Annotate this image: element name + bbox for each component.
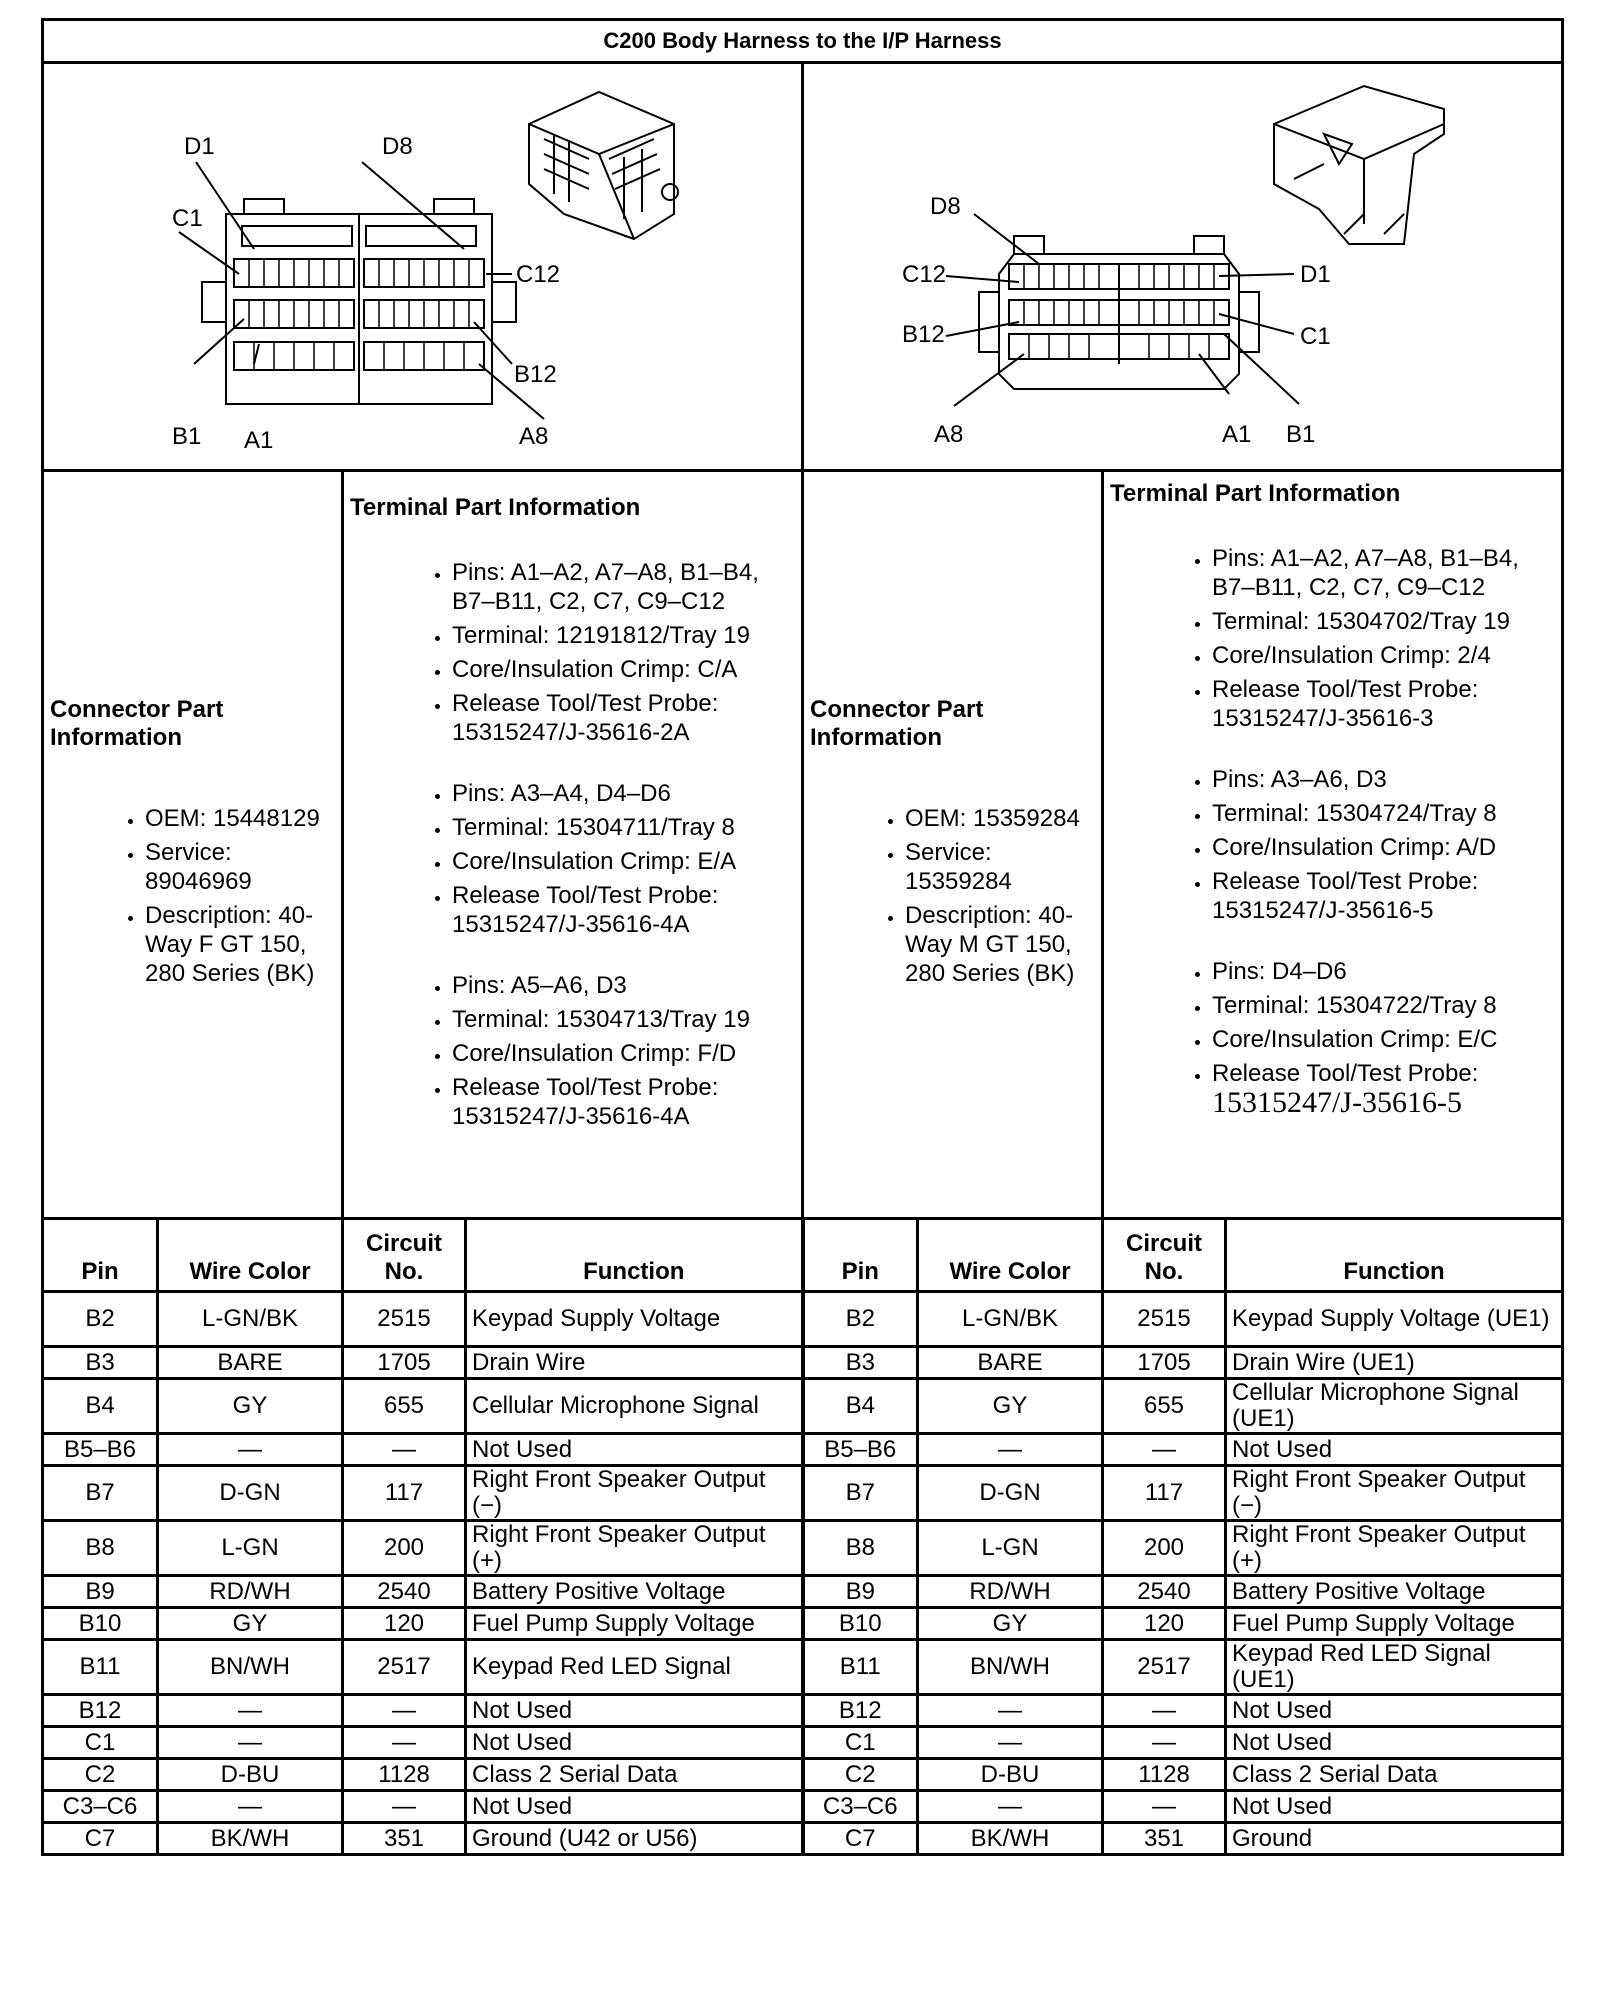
pin-cell: B2 bbox=[803, 1292, 918, 1347]
label-c12: C12 bbox=[902, 261, 947, 288]
wire-color-cell: — bbox=[158, 1695, 343, 1727]
function-cell: Drain Wire (UE1) bbox=[1226, 1347, 1563, 1379]
service-number: • Service: 15359284 bbox=[905, 838, 1095, 896]
label-a1: A1 bbox=[244, 427, 274, 454]
wire-color-cell: — bbox=[158, 1727, 343, 1759]
pin-cell: C7 bbox=[43, 1823, 158, 1855]
pin-cell: C2 bbox=[43, 1759, 158, 1791]
release-tool-label: Release Tool/Test Probe: bbox=[1212, 1060, 1479, 1087]
female-connector-drawing bbox=[44, 64, 801, 464]
pin-cell: B9 bbox=[803, 1576, 918, 1608]
wire-color-cell: — bbox=[918, 1727, 1103, 1759]
function-cell: Not Used bbox=[1226, 1434, 1563, 1466]
function-cell: Not Used bbox=[1226, 1791, 1563, 1823]
circuit-no-cell: 2540 bbox=[1103, 1576, 1226, 1608]
pin-cell: C7 bbox=[803, 1823, 918, 1855]
wire-color-cell: — bbox=[918, 1695, 1103, 1727]
function-cell: Class 2 Serial Data bbox=[466, 1759, 803, 1791]
crimp: • Core/Insulation Crimp: F/D bbox=[452, 1039, 795, 1068]
table-row bbox=[43, 1347, 1563, 1379]
function-cell: Not Used bbox=[466, 1695, 803, 1727]
function-cell: Not Used bbox=[1226, 1727, 1563, 1759]
pin-cell: C1 bbox=[803, 1727, 918, 1759]
crimp: • Core/Insulation Crimp: C/A bbox=[452, 655, 795, 684]
pin-cell: B10 bbox=[803, 1608, 918, 1640]
connector-info-header: Connector Part Information bbox=[810, 696, 984, 751]
wire-color-cell: L-GN/BK bbox=[158, 1292, 343, 1347]
circuit-no-cell: 351 bbox=[1103, 1823, 1226, 1855]
function-cell: Cellular Microphone Signal bbox=[466, 1379, 803, 1434]
release-tool: • Release Tool/Test Probe: 15315247/J-35616-4A bbox=[452, 881, 795, 939]
circuit-no-cell: 117 bbox=[1103, 1466, 1226, 1521]
table-row bbox=[43, 1759, 1563, 1791]
pin-cell: B3 bbox=[43, 1347, 158, 1379]
circuit-no-cell: — bbox=[343, 1434, 466, 1466]
function-cell: Right Front Speaker Output (−) bbox=[1226, 1466, 1563, 1521]
connector-info-header: Connector Part Information bbox=[50, 696, 224, 751]
col-header-circuit-no: Circuit No. bbox=[1103, 1219, 1226, 1292]
circuit-no-cell: — bbox=[1103, 1434, 1226, 1466]
function-cell: Keypad Red LED Signal (UE1) bbox=[1226, 1640, 1563, 1695]
right-connector-info bbox=[803, 471, 1103, 1219]
col-header-pin: Pin bbox=[803, 1219, 918, 1292]
circuit-no-cell: 351 bbox=[343, 1823, 466, 1855]
pin-cell: B2 bbox=[43, 1292, 158, 1347]
terminal-group-1 bbox=[1110, 544, 1555, 733]
release-tool: • Release Tool/Test Probe: 15315247/J-35616-4A bbox=[452, 1073, 795, 1131]
circuit-no-cell: 200 bbox=[343, 1521, 466, 1576]
function-cell: Cellular Microphone Signal (UE1) bbox=[1226, 1379, 1563, 1434]
pin-cell: B3 bbox=[803, 1347, 918, 1379]
pin-cell: B4 bbox=[803, 1379, 918, 1434]
circuit-no-cell: 1705 bbox=[343, 1347, 466, 1379]
table-row bbox=[43, 1379, 1563, 1434]
wire-color-cell: BK/WH bbox=[158, 1823, 343, 1855]
pin-cell: B12 bbox=[803, 1695, 918, 1727]
terminal-group-2 bbox=[1110, 765, 1555, 925]
label-d8: D8 bbox=[930, 193, 961, 220]
circuit-no-cell: — bbox=[343, 1727, 466, 1759]
wire-color-cell: D-GN bbox=[158, 1466, 343, 1521]
wire-color-cell: GY bbox=[158, 1379, 343, 1434]
circuit-no-cell: 655 bbox=[1103, 1379, 1226, 1434]
pin-cell: B12 bbox=[43, 1695, 158, 1727]
label-b12: B12 bbox=[514, 361, 557, 388]
circuit-no-cell: — bbox=[1103, 1695, 1226, 1727]
label-a8: A8 bbox=[934, 421, 964, 448]
wire-color-cell: BN/WH bbox=[158, 1640, 343, 1695]
col-header-circuit-no: Circuit No. bbox=[343, 1219, 466, 1292]
pin-cell: B11 bbox=[803, 1640, 918, 1695]
wire-color-cell: GY bbox=[918, 1379, 1103, 1434]
pin-cell: B4 bbox=[43, 1379, 158, 1434]
wire-color-cell: BARE bbox=[918, 1347, 1103, 1379]
connector-description: • Description: 40-Way F GT 150, 280 Series (BK) bbox=[145, 901, 335, 988]
circuit-no-cell: — bbox=[343, 1791, 466, 1823]
function-cell: Battery Positive Voltage bbox=[466, 1576, 803, 1608]
function-cell: Keypad Supply Voltage bbox=[466, 1292, 803, 1347]
col-header-function: Function bbox=[1226, 1219, 1563, 1292]
connector-description: • Description: 40-Way M GT 150, 280 Series (BK) bbox=[905, 901, 1095, 988]
wire-color-cell: — bbox=[158, 1791, 343, 1823]
table-row bbox=[43, 1434, 1563, 1466]
left-terminal-info bbox=[343, 471, 803, 1219]
connector-info-list bbox=[810, 804, 1095, 988]
circuit-no-cell: 655 bbox=[343, 1379, 466, 1434]
label-b1: B1 bbox=[1286, 421, 1316, 448]
pin-cell: C3–C6 bbox=[43, 1791, 158, 1823]
oem-number: • OEM: 15448129 bbox=[145, 804, 335, 833]
table-row bbox=[43, 1640, 1563, 1695]
page-title: C200 Body Harness to the I/P Harness bbox=[43, 20, 1563, 63]
pinout-table bbox=[41, 1217, 1564, 1856]
wire-color-cell: RD/WH bbox=[918, 1576, 1103, 1608]
release-tool: • Release Tool/Test Probe: 15315247/J-35616-3 bbox=[1212, 675, 1555, 733]
function-cell: Right Front Speaker Output (+) bbox=[466, 1521, 803, 1576]
pinout-document bbox=[41, 18, 1561, 1856]
col-header-function: Function bbox=[466, 1219, 803, 1292]
crimp: • Core/Insulation Crimp: A/D bbox=[1212, 833, 1555, 862]
service-number: • Service: 89046969 bbox=[145, 838, 335, 896]
circuit-no-cell: 2517 bbox=[1103, 1640, 1226, 1695]
crimp: • Core/Insulation Crimp: E/A bbox=[452, 847, 795, 876]
circuit-no-cell: 120 bbox=[343, 1608, 466, 1640]
label-c1: C1 bbox=[1300, 323, 1331, 350]
circuit-no-cell: — bbox=[1103, 1791, 1226, 1823]
connector-face bbox=[946, 214, 1299, 406]
left-connector-info bbox=[43, 471, 343, 1219]
crimp: • Core/Insulation Crimp: E/C bbox=[1212, 1025, 1555, 1054]
circuit-no-cell: — bbox=[1103, 1727, 1226, 1759]
connector-info-list bbox=[50, 804, 335, 988]
table-row bbox=[43, 1292, 1563, 1347]
function-cell: Right Front Speaker Output (−) bbox=[466, 1466, 803, 1521]
wire-color-cell: — bbox=[918, 1791, 1103, 1823]
label-d1: D1 bbox=[1300, 261, 1331, 288]
function-cell: Ground bbox=[1226, 1823, 1563, 1855]
table-row bbox=[43, 1608, 1563, 1640]
col-header-wire-color: Wire Color bbox=[918, 1219, 1103, 1292]
circuit-no-cell: 117 bbox=[343, 1466, 466, 1521]
right-terminal-info bbox=[1103, 471, 1563, 1219]
terminal-number: • Terminal: 15304702/Tray 19 bbox=[1212, 607, 1555, 636]
wire-color-cell: — bbox=[158, 1434, 343, 1466]
pin-cell: C1 bbox=[43, 1727, 158, 1759]
pin-cell: B8 bbox=[803, 1521, 918, 1576]
terminal-group-3 bbox=[350, 971, 795, 1131]
circuit-no-cell: 1128 bbox=[1103, 1759, 1226, 1791]
connector-perspective-icon bbox=[1274, 86, 1444, 244]
terminal-number: • Terminal: 15304713/Tray 19 bbox=[452, 1005, 795, 1034]
pinout-table-body bbox=[43, 1292, 1563, 1855]
function-cell: Not Used bbox=[466, 1434, 803, 1466]
wire-color-cell: — bbox=[918, 1434, 1103, 1466]
pins: • Pins: A5–A6, D3 bbox=[452, 971, 795, 1000]
label-b12: B12 bbox=[902, 321, 945, 348]
wire-color-cell: BK/WH bbox=[918, 1823, 1103, 1855]
pin-cell: B9 bbox=[43, 1576, 158, 1608]
circuit-no-cell: 120 bbox=[1103, 1608, 1226, 1640]
oem-number: • OEM: 15359284 bbox=[905, 804, 1095, 833]
terminal-number: • Terminal: 15304711/Tray 8 bbox=[452, 813, 795, 842]
function-cell: Not Used bbox=[466, 1791, 803, 1823]
pin-cell: B11 bbox=[43, 1640, 158, 1695]
table-row bbox=[43, 1695, 1563, 1727]
wire-color-cell: D-GN bbox=[918, 1466, 1103, 1521]
wire-color-cell: RD/WH bbox=[158, 1576, 343, 1608]
pins: • Pins: A1–A2, A7–A8, B1–B4, B7–B11, C2, C7, C9–C12 bbox=[452, 558, 795, 616]
function-cell: Drain Wire bbox=[466, 1347, 803, 1379]
pin-cell: B7 bbox=[43, 1466, 158, 1521]
pin-cell: B5–B6 bbox=[803, 1434, 918, 1466]
connector-perspective-icon bbox=[529, 92, 678, 239]
pin-cell: B5–B6 bbox=[43, 1434, 158, 1466]
terminal-group-2 bbox=[350, 779, 795, 939]
function-cell: Keypad Supply Voltage (UE1) bbox=[1226, 1292, 1563, 1347]
circuit-no-cell: 2540 bbox=[343, 1576, 466, 1608]
table-row bbox=[43, 1727, 1563, 1759]
right-connector-diagram bbox=[803, 63, 1563, 471]
wire-color-cell: BARE bbox=[158, 1347, 343, 1379]
pin-cell: B7 bbox=[803, 1466, 918, 1521]
label-d8: D8 bbox=[382, 133, 413, 160]
function-cell: Not Used bbox=[466, 1727, 803, 1759]
terminal-group-3 bbox=[1110, 957, 1555, 1119]
terminal-info-header: Terminal Part Information bbox=[350, 494, 641, 521]
terminal-info-header: Terminal Part Information bbox=[1110, 480, 1401, 507]
pin-cell: B10 bbox=[43, 1608, 158, 1640]
terminal-number: • Terminal: 15304724/Tray 8 bbox=[1212, 799, 1555, 828]
function-cell: Right Front Speaker Output (+) bbox=[1226, 1521, 1563, 1576]
label-b1: B1 bbox=[172, 423, 202, 450]
pins: • Pins: A3–A6, D3 bbox=[1212, 765, 1555, 794]
label-c12: C12 bbox=[516, 261, 561, 288]
crimp: • Core/Insulation Crimp: 2/4 bbox=[1212, 641, 1555, 670]
label-d1: D1 bbox=[184, 133, 215, 160]
pin-cell: B8 bbox=[43, 1521, 158, 1576]
pins: • Pins: D4–D6 bbox=[1212, 957, 1555, 986]
pin-cell: C2 bbox=[803, 1759, 918, 1791]
function-cell: Fuel Pump Supply Voltage bbox=[1226, 1608, 1563, 1640]
table-row bbox=[43, 1521, 1563, 1576]
wire-color-cell: D-BU bbox=[158, 1759, 343, 1791]
pins: • Pins: A3–A4, D4–D6 bbox=[452, 779, 795, 808]
function-cell: Class 2 Serial Data bbox=[1226, 1759, 1563, 1791]
label-a1: A1 bbox=[1222, 421, 1252, 448]
release-tool: • Release Tool/Test Probe: 15315247/J-35616-2A bbox=[452, 689, 795, 747]
col-header-wire-color: Wire Color bbox=[158, 1219, 343, 1292]
circuit-no-cell: — bbox=[343, 1695, 466, 1727]
function-cell: Not Used bbox=[1226, 1695, 1563, 1727]
terminal-number: • Terminal: 12191812/Tray 19 bbox=[452, 621, 795, 650]
function-cell: Keypad Red LED Signal bbox=[466, 1640, 803, 1695]
circuit-no-cell: 2517 bbox=[343, 1640, 466, 1695]
wire-color-cell: L-GN/BK bbox=[918, 1292, 1103, 1347]
label-c1: C1 bbox=[172, 205, 203, 232]
pin-cell: C3–C6 bbox=[803, 1791, 918, 1823]
male-connector-drawing bbox=[804, 64, 1561, 464]
terminal-group-1 bbox=[350, 558, 795, 747]
label-a8: A8 bbox=[519, 423, 549, 450]
release-tool bbox=[1212, 1059, 1555, 1119]
circuit-no-cell: 2515 bbox=[343, 1292, 466, 1347]
wire-color-cell: L-GN bbox=[158, 1521, 343, 1576]
table-row bbox=[43, 1576, 1563, 1608]
wire-color-cell: GY bbox=[918, 1608, 1103, 1640]
terminal-number: • Terminal: 15304722/Tray 8 bbox=[1212, 991, 1555, 1020]
circuit-no-cell: 2515 bbox=[1103, 1292, 1226, 1347]
wire-color-cell: GY bbox=[158, 1608, 343, 1640]
pins: • Pins: A1–A2, A7–A8, B1–B4, B7–B11, C2, C7, C9–C12 bbox=[1212, 544, 1555, 602]
table-header-row bbox=[43, 1219, 1563, 1292]
wire-color-cell: L-GN bbox=[918, 1521, 1103, 1576]
left-connector-diagram bbox=[43, 63, 803, 471]
table-row bbox=[43, 1791, 1563, 1823]
col-header-pin: Pin bbox=[43, 1219, 158, 1292]
circuit-no-cell: 200 bbox=[1103, 1521, 1226, 1576]
function-cell: Fuel Pump Supply Voltage bbox=[466, 1608, 803, 1640]
table-row bbox=[43, 1823, 1563, 1855]
wire-color-cell: BN/WH bbox=[918, 1640, 1103, 1695]
circuit-no-cell: 1128 bbox=[343, 1759, 466, 1791]
release-tool: • Release Tool/Test Probe: 15315247/J-35616-5 bbox=[1212, 867, 1555, 925]
wire-color-cell: D-BU bbox=[918, 1759, 1103, 1791]
release-tool-value: 15315247/J-35616-5 bbox=[1212, 1086, 1462, 1119]
function-cell: Ground (U42 or U56) bbox=[466, 1823, 803, 1855]
table-row bbox=[43, 1466, 1563, 1521]
header-grid bbox=[41, 18, 1564, 1220]
circuit-no-cell: 1705 bbox=[1103, 1347, 1226, 1379]
connector-face bbox=[179, 162, 544, 419]
function-cell: Battery Positive Voltage bbox=[1226, 1576, 1563, 1608]
